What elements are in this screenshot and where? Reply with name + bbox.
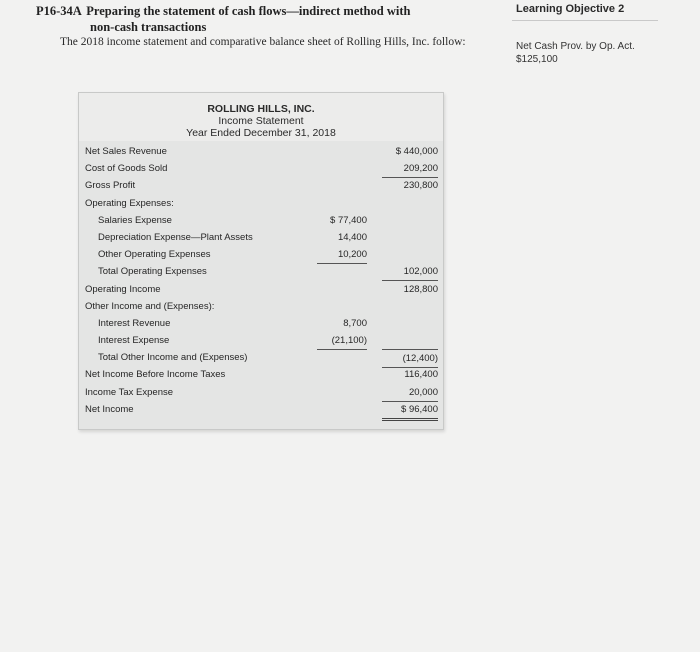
statement-row (79, 177, 443, 194)
statement-row (79, 349, 443, 366)
row-col2: $ 96,400 (382, 401, 438, 421)
row-label: Income Tax Expense (85, 386, 174, 398)
row-label: Interest Revenue (98, 317, 171, 329)
statement-row (79, 160, 443, 177)
statement-row (79, 281, 443, 298)
row-col1: 10,200 (317, 246, 367, 264)
row-label: Salaries Expense (98, 214, 172, 226)
statement-row (79, 298, 443, 315)
statement-period: Year Ended December 31, 2018 (186, 127, 336, 139)
learning-objective-note: Net Cash Prov. by Op. Act. $125,100 (516, 41, 635, 65)
statement-rows (79, 143, 443, 418)
learning-objective-divider (512, 20, 658, 21)
problem-title-line2: non-cash transactions (90, 20, 207, 34)
company-name: ROLLING HILLS, INC. (207, 103, 315, 115)
problem-header (36, 2, 506, 35)
statement-row (79, 366, 443, 383)
row-col2: $ 440,000 (395, 146, 438, 157)
row-col2: 209,200 (382, 160, 438, 178)
income-statement-box (78, 92, 444, 430)
problem-id: P16-34A (36, 4, 82, 18)
statement-row (79, 246, 443, 263)
statement-name: Income Statement (218, 115, 304, 127)
statement-row (79, 263, 443, 280)
statement-row (79, 195, 443, 212)
statement-header (79, 93, 443, 141)
row-label: Net Sales Revenue (85, 146, 167, 157)
row-col2: 102,000 (382, 263, 438, 281)
row-label: Operating Income (85, 283, 161, 295)
row-col2: 20,000 (382, 384, 438, 402)
row-col1: 14,400 (337, 231, 367, 243)
statement-row (79, 384, 443, 401)
row-label: Other Income and (Expenses): (85, 300, 215, 312)
row-label: Gross Profit (85, 180, 136, 192)
row-label: Net Income (85, 403, 134, 415)
row-col2: 128,800 (403, 283, 438, 295)
row-col2: 116,400 (404, 369, 438, 381)
statement-row (79, 229, 443, 246)
problem-intro: The 2018 income statement and comparative balance sheet of Rolling Hills, Inc. follow: (60, 36, 466, 48)
row-label: Operating Expenses: (85, 197, 174, 209)
row-label: Interest Expense (98, 335, 170, 347)
problem-title (36, 4, 506, 35)
statement-row (79, 315, 443, 332)
statement-row (79, 143, 443, 160)
row-label: Total Operating Expenses (98, 266, 207, 278)
row-col1: 8,700 (343, 317, 367, 329)
problem-title-line1: Preparing the statement of cash flows—indirect method with (86, 4, 411, 18)
row-label: Total Other Income and (Expenses) (98, 352, 248, 364)
row-label: Cost of Goods Sold (85, 163, 168, 175)
row-label: Depreciation Expense—Plant Assets (98, 231, 253, 243)
row-col2: (12,400) (382, 349, 438, 368)
row-col2: 230,800 (403, 180, 438, 192)
learning-objective-heading: Learning Objective 2 (516, 3, 625, 15)
statement-row (79, 401, 443, 418)
row-label: Net Income Before Income Taxes (85, 369, 226, 381)
statement-row (79, 212, 443, 229)
statement-row (79, 332, 443, 349)
row-label: Other Operating Expenses (98, 249, 211, 261)
row-col1: (21,100) (317, 332, 367, 350)
row-col1: $ 77,400 (330, 214, 367, 226)
